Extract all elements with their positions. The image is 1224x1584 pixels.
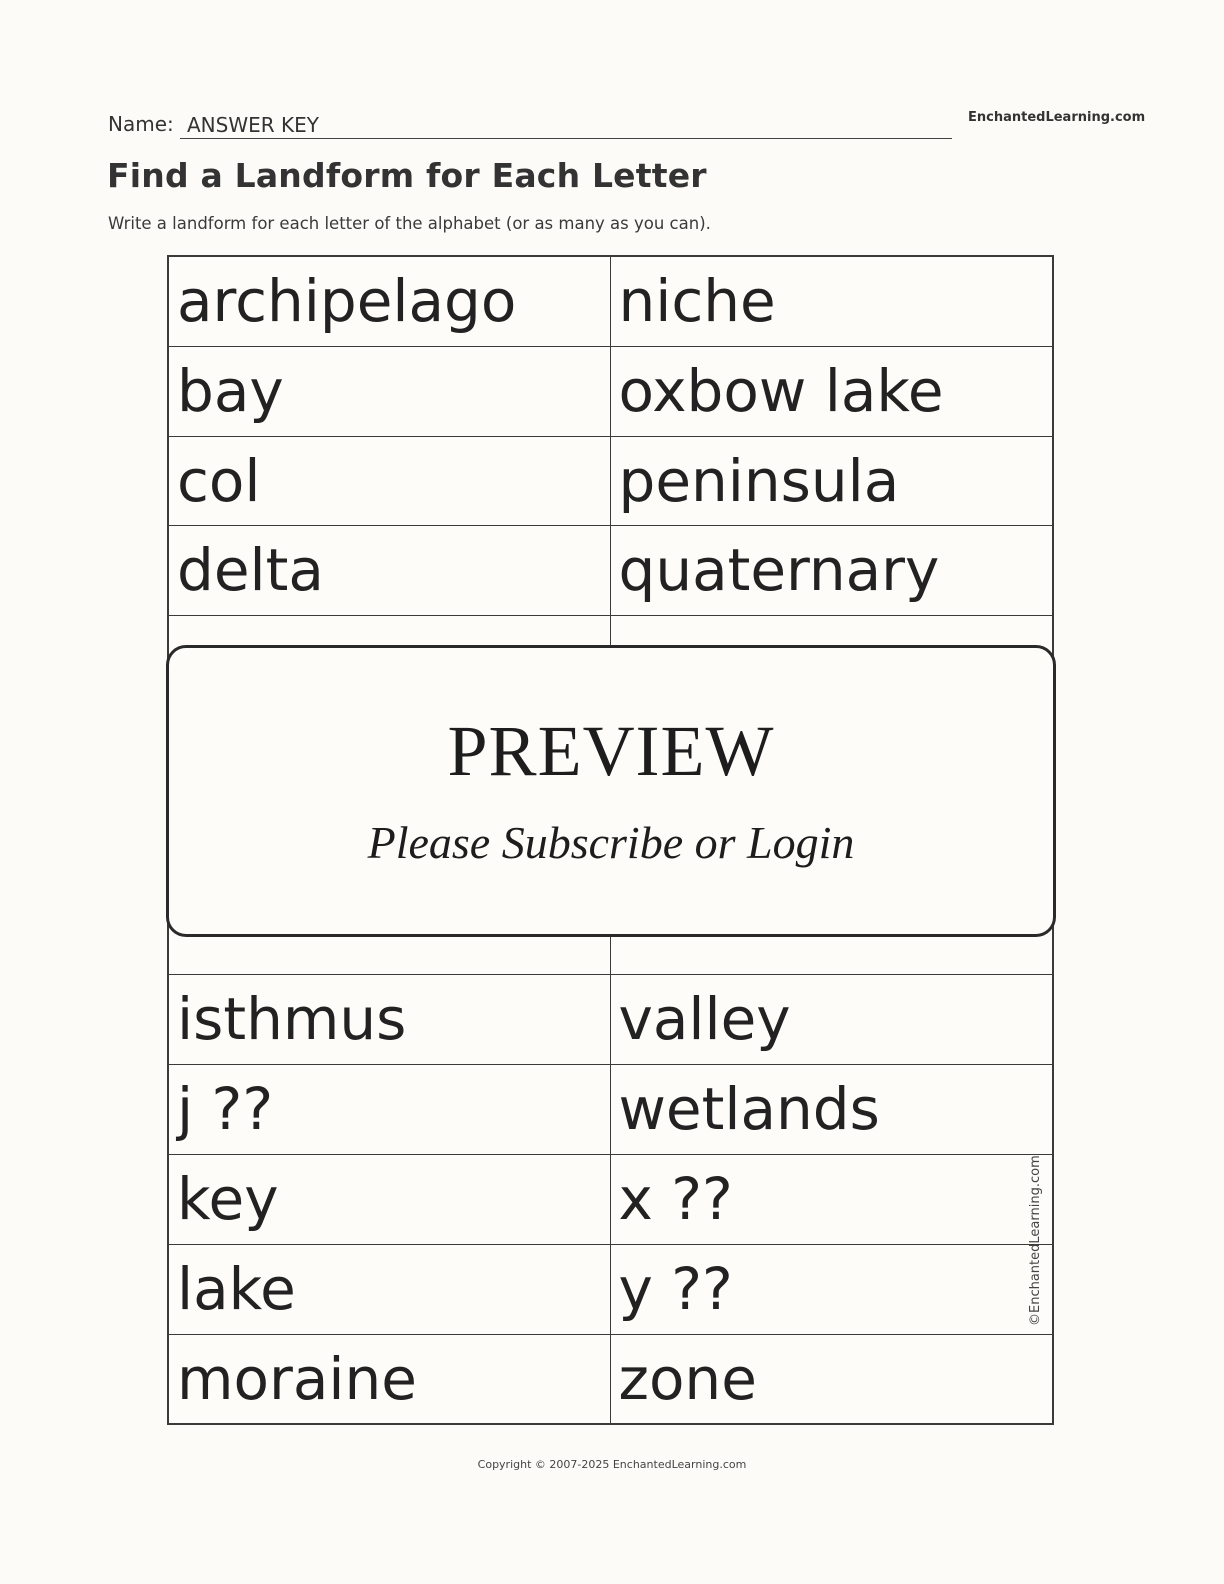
table-row — [169, 1245, 1052, 1335]
table-row — [169, 1065, 1052, 1155]
cell-left: archipelago — [169, 257, 611, 346]
cell-left: j ?? — [169, 1065, 611, 1154]
instructions: Write a landform for each letter of the alphabet (or as many as you can). — [108, 214, 711, 233]
table-row — [169, 526, 1052, 616]
cell-right: y ?? — [618, 1254, 733, 1323]
cell-left: col — [169, 437, 611, 526]
preview-title: PREVIEW — [447, 711, 775, 791]
table-row — [169, 1335, 1052, 1425]
cell-left: moraine — [169, 1335, 611, 1425]
page-title: Find a Landform for Each Letter — [107, 156, 707, 195]
table-row — [169, 975, 1052, 1065]
name-value: ANSWER KEY — [187, 113, 319, 137]
cell-right: peninsula — [618, 446, 900, 515]
cell-right: valley — [618, 985, 791, 1054]
cell-left: bay — [169, 347, 611, 436]
cell-right: niche — [618, 267, 776, 335]
site-name: EnchantedLearning.com — [968, 110, 1146, 125]
cell-right: x ?? — [618, 1164, 733, 1233]
cell-left: isthmus — [169, 975, 611, 1064]
cell-right: quaternary — [618, 536, 940, 605]
preview-overlay[interactable] — [166, 645, 1056, 937]
cell-right: zone — [618, 1344, 757, 1413]
subscribe-login-link[interactable]: Please Subscribe or Login — [367, 817, 855, 868]
name-label: Name: — [108, 112, 174, 136]
table-row — [169, 437, 1052, 527]
watermark: ©EnchantedLearning.com — [1028, 1155, 1043, 1326]
name-underline — [180, 138, 952, 139]
table-row — [169, 1155, 1052, 1245]
name-row — [108, 108, 952, 140]
table-row — [169, 347, 1052, 437]
cell-left: key — [169, 1155, 611, 1244]
cell-left: lake — [169, 1245, 611, 1334]
table-row — [169, 257, 1052, 347]
cell-right: wetlands — [618, 1075, 880, 1144]
cell-right: oxbow lake — [618, 356, 944, 425]
copyright: Copyright © 2007-2025 EnchantedLearning.com — [477, 1458, 747, 1471]
cell-left: delta — [169, 526, 611, 615]
